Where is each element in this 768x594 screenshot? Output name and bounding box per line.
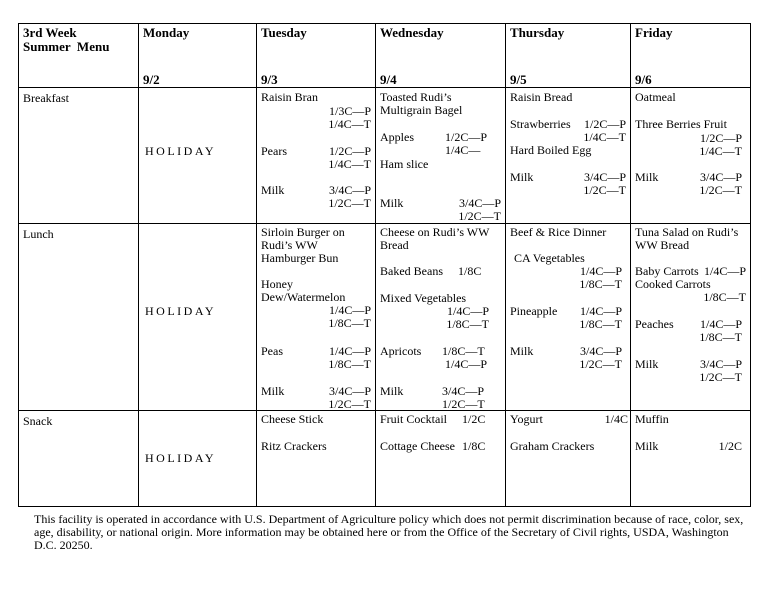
portion-preschool: 1/2C—P bbox=[328, 144, 371, 158]
portion-preschool: 1/4C—P bbox=[579, 304, 622, 318]
menu-item: Toasted Rudi’s bbox=[380, 90, 452, 104]
portion-preschool: 1/4C—P bbox=[445, 357, 488, 371]
day-name: Monday bbox=[143, 25, 190, 40]
portion: 1/8C bbox=[458, 264, 482, 278]
menu-item: Peaches bbox=[635, 317, 674, 331]
menu-item: Oatmeal bbox=[635, 90, 676, 104]
meal-label-snack: Snack bbox=[23, 414, 53, 428]
menu-item: Cottage Cheese bbox=[380, 439, 455, 453]
meal-label-breakfast: Breakfast bbox=[23, 91, 69, 105]
thursday-snack-cell bbox=[506, 411, 631, 507]
menu-item: Raisin Bread bbox=[510, 90, 573, 104]
meal-label-lunch: Lunch bbox=[23, 227, 54, 241]
menu-item: Mixed Vegetables bbox=[380, 291, 467, 305]
portion-preschool: 1/4C—P bbox=[328, 303, 371, 317]
portion-toddler: 1/8C—T bbox=[442, 344, 485, 358]
portion-toddler: 1/2C—T bbox=[442, 397, 485, 411]
menu-item: Hard Boiled Egg bbox=[510, 143, 592, 157]
menu-item: Three Berries Fruit bbox=[635, 117, 727, 131]
menu-item: Dew/Watermelon bbox=[261, 290, 346, 304]
menu-item: Milk bbox=[635, 170, 659, 184]
portion-preschool: 1/4C—P bbox=[703, 264, 746, 278]
menu-item: Milk bbox=[635, 357, 659, 371]
menu-item: Baked Beans bbox=[380, 264, 443, 278]
day-date: 9/5 bbox=[510, 72, 527, 87]
tuesday-breakfast-cell bbox=[257, 88, 376, 224]
portion-toddler: 1/8C—T bbox=[328, 357, 371, 371]
menu-item: Milk bbox=[380, 384, 404, 398]
menu-item: Multigrain Bagel bbox=[380, 103, 463, 117]
portion-preschool: 3/4C—P bbox=[699, 170, 742, 184]
monday-lunch-cell bbox=[139, 224, 257, 411]
day-name: Tuesday bbox=[261, 25, 307, 40]
day-header-friday bbox=[631, 24, 751, 88]
portion-toddler: 1/2C—T bbox=[328, 397, 371, 411]
menu-item: Raisin Bran bbox=[261, 90, 318, 104]
menu-item: Pineapple bbox=[510, 304, 558, 318]
portion: 1/2C bbox=[462, 412, 486, 426]
menu-item: Pears bbox=[261, 144, 287, 158]
menu-item: Honey bbox=[261, 277, 293, 291]
portion-preschool: 3/4C—P bbox=[442, 384, 485, 398]
thursday-breakfast-cell bbox=[506, 88, 631, 224]
portion: 1/8C bbox=[462, 439, 486, 453]
day-date: 9/3 bbox=[261, 72, 278, 87]
portion-toddler: 1/8C—T bbox=[703, 290, 746, 304]
day-date: 9/6 bbox=[635, 72, 652, 87]
portion-preschool: 3/4C—P bbox=[699, 357, 742, 371]
portion-toddler: 1/8C—T bbox=[579, 277, 622, 291]
day-name: Thursday bbox=[510, 25, 565, 40]
menu-item: Baby Carrots bbox=[635, 264, 699, 278]
footer-line: D.C. 20250. bbox=[34, 538, 93, 552]
portion-toddler: 1/4C—T bbox=[583, 130, 626, 144]
menu-item: Peas bbox=[261, 344, 283, 358]
portion-toddler: 1/8C—T bbox=[699, 330, 742, 344]
menu-item: Ritz Crackers bbox=[261, 439, 327, 453]
day-date: 9/2 bbox=[143, 72, 160, 87]
menu-item: CA Vegetables bbox=[514, 251, 585, 265]
menu-item: Apricots bbox=[380, 344, 422, 358]
breakfast-row bbox=[19, 88, 751, 224]
menu-item: Strawberries bbox=[510, 117, 571, 131]
meal-label-cell bbox=[19, 88, 139, 224]
footer-line: age, disability, or national origin. More information may be obtained here or from the Office of the Secretary of Civil rights, USDA, Washington bbox=[34, 525, 729, 539]
friday-snack-cell bbox=[631, 411, 751, 507]
menu-item: Sirloin Burger on bbox=[261, 225, 345, 239]
portion-preschool: 1/4C—P bbox=[699, 317, 742, 331]
menu-item: Beef & Rice Dinner bbox=[510, 225, 607, 239]
portion-preschool: 1/4C—P bbox=[446, 304, 489, 318]
friday-lunch-cell bbox=[631, 224, 751, 411]
day-header-thursday bbox=[506, 24, 631, 88]
menu-item: Apples bbox=[380, 130, 414, 144]
menu-item: Milk bbox=[635, 439, 659, 453]
day-name: Friday bbox=[635, 25, 673, 40]
portion-preschool: 3/4C—P bbox=[579, 344, 622, 358]
menu-item: Yogurt bbox=[510, 412, 543, 426]
portion-preschool: 1/2C—P bbox=[445, 130, 488, 144]
holiday-label: HOLIDAY bbox=[145, 304, 217, 318]
wednesday-lunch-cell bbox=[376, 224, 506, 411]
footer-line: This facility is operated in accordance with U.S. Department of Agriculture policy which does not permit discrimination because of race, color, sex, bbox=[34, 512, 744, 526]
thursday-lunch-cell bbox=[506, 224, 631, 411]
day-date: 9/4 bbox=[380, 72, 397, 87]
portion-preschool: 3/4C—P bbox=[328, 183, 371, 197]
portion-preschool: 1/2C—P bbox=[583, 117, 626, 131]
portion-preschool: 3/4C—P bbox=[328, 384, 371, 398]
holiday-label: HOLIDAY bbox=[145, 451, 217, 465]
portion-preschool: 1/4C—P bbox=[328, 344, 371, 358]
week-title-cell bbox=[19, 24, 139, 88]
portion-toddler: 1/4C— bbox=[445, 143, 481, 157]
menu-item: Milk bbox=[510, 344, 534, 358]
menu-table bbox=[18, 23, 751, 507]
wednesday-breakfast-cell bbox=[376, 88, 506, 224]
meal-label-cell bbox=[19, 224, 139, 411]
menu-item: Ham slice bbox=[380, 157, 429, 171]
week-title-line1: 3rd Week bbox=[23, 25, 77, 40]
portion-toddler: 1/2C—T bbox=[699, 370, 742, 384]
friday-breakfast-cell bbox=[631, 88, 751, 224]
menu-item: Fruit Cocktail bbox=[380, 412, 447, 426]
portion-toddler: 1/2C—T bbox=[579, 357, 622, 371]
menu-item: Cheese on Rudi’s WW bbox=[380, 225, 490, 239]
week-title bbox=[23, 26, 109, 54]
portion-preschool: 3/4C—P bbox=[583, 170, 626, 184]
portion-toddler: 1/2C—T bbox=[699, 183, 742, 197]
portion-preschool: 1/4C—P bbox=[579, 264, 622, 278]
menu-item: Cooked Carrots bbox=[635, 277, 711, 291]
menu-item: Tuna Salad on Rudi’s bbox=[635, 225, 739, 239]
portion-toddler: 1/4C—T bbox=[328, 157, 371, 171]
menu-item: Rudi’s WW bbox=[261, 238, 318, 252]
monday-breakfast-cell bbox=[139, 88, 257, 224]
menu-item: Graham Crackers bbox=[510, 439, 595, 453]
portion-toddler: 1/2C—T bbox=[583, 183, 626, 197]
menu-item: Milk bbox=[380, 196, 404, 210]
portion-preschool: 1/3C—P bbox=[328, 104, 371, 118]
snack-row bbox=[19, 411, 751, 507]
portion-toddler: 1/4C—T bbox=[699, 144, 742, 158]
portion-toddler: 1/8C—T bbox=[328, 316, 371, 330]
header-row bbox=[19, 24, 751, 88]
menu-item: Muffin bbox=[635, 412, 669, 426]
monday-snack-cell bbox=[139, 411, 257, 507]
day-name: Wednesday bbox=[380, 25, 444, 40]
portion-preschool: 1/2C—P bbox=[699, 131, 742, 145]
menu-item: Milk bbox=[510, 170, 534, 184]
lunch-row bbox=[19, 224, 751, 411]
day-header-monday bbox=[139, 24, 257, 88]
wednesday-snack-cell bbox=[376, 411, 506, 507]
day-header-wednesday bbox=[376, 24, 506, 88]
menu-item: Cheese Stick bbox=[261, 412, 324, 426]
tuesday-snack-cell bbox=[257, 411, 376, 507]
portion-toddler: 1/8C—T bbox=[446, 317, 489, 331]
portion-toddler: 1/8C—T bbox=[579, 317, 622, 331]
portion-toddler: 1/4C—T bbox=[328, 117, 371, 131]
portion-preschool: 3/4C—P bbox=[458, 196, 501, 210]
menu-item: Milk bbox=[261, 384, 285, 398]
portion-toddler: 1/2C—T bbox=[328, 196, 371, 210]
tuesday-lunch-cell bbox=[257, 224, 376, 411]
meal-label-cell bbox=[19, 411, 139, 507]
holiday-label: HOLIDAY bbox=[145, 144, 217, 158]
portion: 1/4C bbox=[604, 412, 628, 426]
day-header-tuesday bbox=[257, 24, 376, 88]
portion-toddler: 1/2C—T bbox=[458, 209, 501, 223]
menu-item: Hamburger Bun bbox=[261, 251, 339, 265]
portion: 1/2C bbox=[718, 439, 742, 453]
menu-item: Bread bbox=[380, 238, 409, 252]
menu-item: Milk bbox=[261, 183, 285, 197]
week-title-line2: Summer Menu bbox=[23, 39, 110, 54]
menu-item: WW Bread bbox=[635, 238, 690, 252]
